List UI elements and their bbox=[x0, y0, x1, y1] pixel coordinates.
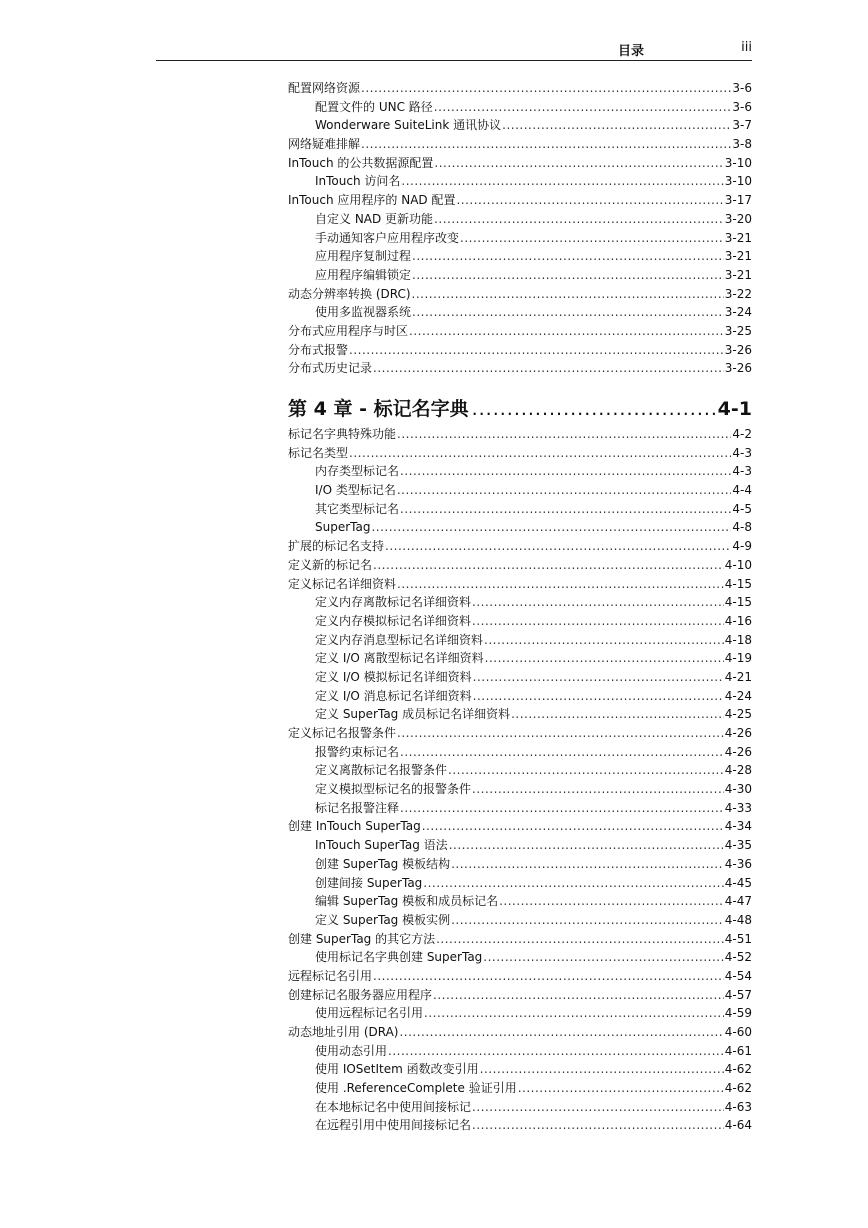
toc-entry-title: 使用远程标记名引用 bbox=[315, 1006, 424, 1021]
toc-group-chapter-4 bbox=[288, 425, 752, 1135]
toc-entry[interactable] bbox=[288, 556, 752, 575]
toc-entry-page-number: 4-21 bbox=[724, 669, 752, 684]
dot-leader bbox=[456, 191, 723, 210]
toc-entry-title: InTouch 的公共数据源配置 bbox=[288, 155, 434, 170]
dot-leader bbox=[472, 593, 724, 612]
toc-entry[interactable] bbox=[288, 687, 752, 706]
dot-leader bbox=[460, 229, 724, 248]
toc-entry-page-number: 4-8 bbox=[732, 520, 752, 535]
toc-entry-page-number: 4-62 bbox=[724, 1081, 752, 1096]
chapter-page-number: 4-1 bbox=[717, 398, 752, 420]
toc-entry-page-number: 4-15 bbox=[724, 576, 752, 591]
dot-leader bbox=[409, 322, 724, 341]
toc-entry-page-number: 3-7 bbox=[732, 118, 752, 133]
dot-leader bbox=[373, 967, 724, 986]
toc-entry-page-number: 3-24 bbox=[724, 305, 752, 320]
toc-entry-title: 定义内存离散标记名详细资料 bbox=[315, 595, 472, 610]
toc-entry-title: I/O 类型标记名 bbox=[315, 483, 396, 498]
toc-entry-page-number: 4-45 bbox=[724, 875, 752, 890]
toc-entry-page-number: 4-35 bbox=[724, 838, 752, 853]
dot-leader bbox=[385, 537, 731, 556]
toc-entry-page-number: 3-21 bbox=[724, 230, 752, 245]
toc-entry-title: 定义标记名详细资料 bbox=[288, 576, 397, 591]
toc-entry-title: 使用动态引用 bbox=[315, 1043, 388, 1058]
toc-entry[interactable] bbox=[288, 724, 752, 743]
toc-entry-page-number: 4-26 bbox=[724, 726, 752, 740]
toc-entry-page-number: 4-62 bbox=[724, 1062, 752, 1077]
toc-entry-page-number: 4-28 bbox=[724, 763, 752, 778]
toc-entry-page-number: 4-10 bbox=[724, 557, 752, 572]
header-section-title: 目录 bbox=[618, 44, 645, 59]
dot-leader bbox=[371, 518, 731, 537]
dot-leader bbox=[434, 98, 732, 117]
toc-entry-page-number: 3-26 bbox=[724, 342, 752, 357]
dot-leader bbox=[400, 799, 724, 818]
dot-leader bbox=[511, 705, 724, 724]
toc-entry-page-number: 4-25 bbox=[724, 707, 752, 722]
dot-leader bbox=[373, 359, 724, 378]
toc-entry-title: 定义 SuperTag 成员标记名详细资料 bbox=[315, 707, 511, 722]
toc-entry[interactable] bbox=[288, 518, 752, 537]
toc-entry-page-number: 3-17 bbox=[724, 193, 752, 208]
toc-entry[interactable] bbox=[288, 359, 752, 378]
toc-entry-title: 使用标记名字典创建 SuperTag bbox=[315, 950, 483, 965]
dot-leader bbox=[485, 649, 724, 668]
toc-entry[interactable] bbox=[288, 1098, 752, 1117]
toc-entry[interactable] bbox=[288, 116, 752, 135]
toc-entry-title: 动态分辨率转换 (DRC) bbox=[288, 286, 411, 301]
dot-leader bbox=[397, 481, 732, 500]
toc-entry-title: SuperTag bbox=[315, 520, 371, 535]
toc-entry-page-number: 3-21 bbox=[724, 249, 752, 264]
table-of-contents bbox=[288, 79, 752, 1135]
toc-entry[interactable] bbox=[288, 761, 752, 780]
toc-entry[interactable] bbox=[288, 575, 752, 594]
toc-entry-title: 创建标记名服务器应用程序 bbox=[288, 987, 433, 1002]
toc-entry[interactable] bbox=[288, 135, 752, 154]
toc-entry-title: 使用 IOSetItem 函数改变引用 bbox=[315, 1062, 479, 1077]
dot-leader bbox=[400, 743, 724, 762]
toc-entry[interactable] bbox=[288, 537, 752, 556]
dot-leader bbox=[397, 575, 724, 594]
toc-entry-title: 其它类型标记名 bbox=[315, 501, 400, 516]
dot-leader bbox=[422, 817, 724, 836]
toc-entry[interactable] bbox=[288, 1042, 752, 1061]
toc-entry-title: 定义内存消息型标记名详细资料 bbox=[315, 632, 484, 647]
toc-entry[interactable] bbox=[288, 930, 752, 949]
toc-entry-title: 配置文件的 UNC 路径 bbox=[315, 99, 433, 114]
dot-leader bbox=[473, 668, 724, 687]
dot-leader bbox=[451, 855, 724, 874]
toc-entry-title: 创建间接 SuperTag bbox=[315, 875, 423, 890]
toc-entry[interactable] bbox=[288, 874, 752, 893]
toc-entry-title: 分布式应用程序与时区 bbox=[288, 323, 409, 338]
toc-entry[interactable] bbox=[288, 743, 752, 762]
toc-entry[interactable] bbox=[288, 481, 752, 500]
dot-leader bbox=[451, 911, 724, 930]
dot-leader bbox=[373, 556, 724, 575]
toc-entry[interactable] bbox=[288, 631, 752, 650]
toc-entry-title: 远程标记名引用 bbox=[288, 968, 373, 983]
toc-entry-title: 标记名字典特殊功能 bbox=[288, 427, 397, 441]
toc-entry-title: 定义标记名报警条件 bbox=[288, 726, 397, 740]
dot-leader bbox=[412, 247, 724, 266]
dot-leader bbox=[472, 780, 724, 799]
toc-entry-title: 分布式报警 bbox=[288, 342, 349, 357]
toc-entry-title: 定义模拟型标记名的报警条件 bbox=[315, 782, 472, 797]
toc-entry-title: 创建 InTouch SuperTag bbox=[288, 819, 421, 834]
toc-entry-title: 网络疑难排解 bbox=[288, 137, 361, 152]
dot-leader bbox=[423, 874, 723, 893]
toc-entry-title: 标记名报警注释 bbox=[315, 800, 400, 815]
toc-entry[interactable] bbox=[288, 855, 752, 874]
toc-entry-page-number: 4-47 bbox=[724, 894, 752, 909]
toc-entry[interactable] bbox=[288, 780, 752, 799]
toc-entry-title: 应用程序复制过程 bbox=[315, 249, 412, 264]
toc-entry-page-number: 3-6 bbox=[732, 99, 752, 114]
toc-entry[interactable] bbox=[288, 341, 752, 360]
toc-entry[interactable] bbox=[288, 210, 752, 229]
dot-leader bbox=[472, 1116, 724, 1135]
toc-entry-title: 使用多监视器系统 bbox=[315, 305, 412, 320]
toc-entry[interactable] bbox=[288, 668, 752, 687]
toc-entry-page-number: 4-15 bbox=[724, 595, 752, 610]
toc-entry[interactable] bbox=[288, 79, 752, 98]
dot-leader bbox=[502, 116, 731, 135]
toc-entry-page-number: 4-57 bbox=[724, 987, 752, 1002]
toc-entry-page-number: 3-8 bbox=[732, 137, 752, 152]
dot-leader bbox=[401, 172, 723, 191]
toc-entry-page-number: 4-5 bbox=[732, 501, 752, 516]
toc-entry-page-number: 4-26 bbox=[724, 744, 752, 759]
dot-leader bbox=[473, 687, 724, 706]
toc-entry-page-number: 4-59 bbox=[724, 1006, 752, 1021]
toc-entry-title: 定义离散标记名报警条件 bbox=[315, 763, 448, 778]
toc-entry-page-number: 4-18 bbox=[724, 632, 752, 647]
toc-entry[interactable] bbox=[288, 266, 752, 285]
dot-leader bbox=[388, 1042, 724, 1061]
toc-entry-title: 在本地标记名中使用间接标记 bbox=[315, 1099, 472, 1114]
toc-entry[interactable] bbox=[288, 649, 752, 668]
header-page-number: iii bbox=[741, 40, 752, 55]
toc-entry-title: 扩展的标记名支持 bbox=[288, 539, 385, 554]
toc-entry-page-number: 3-6 bbox=[732, 81, 752, 95]
toc-entry[interactable] bbox=[288, 892, 752, 911]
toc-entry-page-number: 4-9 bbox=[732, 539, 752, 554]
toc-entry[interactable] bbox=[288, 425, 752, 444]
toc-entry-title: 在远程引用中使用间接标记名 bbox=[315, 1118, 472, 1133]
toc-entry[interactable] bbox=[288, 285, 752, 304]
toc-entry[interactable] bbox=[288, 98, 752, 117]
toc-entry-title: 手动通知客户应用程序改变 bbox=[315, 230, 460, 245]
toc-entry-title: Wonderware SuiteLink 通讯协议 bbox=[315, 118, 502, 133]
toc-entry[interactable] bbox=[288, 593, 752, 612]
toc-entry-page-number: 3-10 bbox=[724, 174, 752, 189]
toc-entry[interactable] bbox=[288, 444, 752, 463]
dot-leader bbox=[472, 612, 724, 631]
toc-entry-page-number: 4-30 bbox=[724, 782, 752, 797]
toc-entry[interactable] bbox=[288, 462, 752, 481]
toc-entry-page-number: 4-61 bbox=[724, 1043, 752, 1058]
dot-leader bbox=[433, 986, 724, 1005]
toc-group-chapter-3 bbox=[288, 79, 752, 378]
toc-entry-title: 内存类型标记名 bbox=[315, 464, 400, 479]
toc-entry-page-number: 3-25 bbox=[724, 323, 752, 338]
toc-entry[interactable] bbox=[288, 1060, 752, 1079]
dot-leader bbox=[480, 1060, 724, 1079]
toc-entry-page-number: 4-36 bbox=[724, 856, 752, 871]
toc-entry[interactable] bbox=[288, 1004, 752, 1023]
toc-entry-title: 分布式历史记录 bbox=[288, 361, 373, 376]
toc-entry-page-number: 4-3 bbox=[732, 445, 752, 460]
toc-entry-page-number: 4-52 bbox=[724, 950, 752, 965]
dot-leader bbox=[412, 266, 724, 285]
toc-entry-page-number: 3-10 bbox=[724, 155, 752, 170]
toc-entry-page-number: 4-33 bbox=[724, 800, 752, 815]
toc-entry[interactable] bbox=[288, 1023, 752, 1042]
toc-entry[interactable] bbox=[288, 948, 752, 967]
toc-entry-title: 自定义 NAD 更新功能 bbox=[315, 211, 434, 226]
dot-leader bbox=[349, 444, 731, 463]
dot-leader bbox=[449, 836, 724, 855]
dot-leader bbox=[424, 1004, 724, 1023]
toc-entry-page-number: 4-60 bbox=[724, 1025, 752, 1039]
dot-leader bbox=[400, 462, 731, 481]
toc-entry[interactable] bbox=[288, 817, 752, 836]
toc-entry-title: 配置网络资源 bbox=[288, 81, 361, 95]
toc-entry-title: 创建 SuperTag 的其它方法 bbox=[288, 931, 436, 946]
dot-leader bbox=[434, 210, 724, 229]
dot-leader bbox=[397, 425, 731, 444]
toc-entry[interactable] bbox=[288, 303, 752, 322]
dot-leader bbox=[518, 1079, 724, 1098]
toc-entry-page-number: 4-24 bbox=[724, 688, 752, 703]
toc-entry-title: 应用程序编辑锁定 bbox=[315, 267, 412, 282]
toc-entry-title: 动态地址引用 (DRA) bbox=[288, 1025, 399, 1039]
toc-entry-page-number: 4-54 bbox=[724, 968, 752, 983]
toc-entry-title: InTouch 应用程序的 NAD 配置 bbox=[288, 193, 456, 208]
toc-entry-page-number: 4-34 bbox=[724, 819, 752, 834]
toc-entry-page-number: 4-3 bbox=[732, 464, 752, 479]
dot-leader bbox=[436, 930, 724, 949]
toc-entry[interactable] bbox=[288, 799, 752, 818]
dot-leader bbox=[361, 79, 731, 98]
dot-leader bbox=[361, 135, 731, 154]
toc-entry[interactable] bbox=[288, 322, 752, 341]
toc-entry[interactable] bbox=[288, 1079, 752, 1098]
toc-entry-page-number: 4-64 bbox=[724, 1118, 752, 1133]
toc-entry-title: 编辑 SuperTag 模板和成员标记名 bbox=[315, 894, 499, 909]
dot-leader bbox=[400, 500, 731, 519]
toc-entry-title: 定义 I/O 模拟标记名详细资料 bbox=[315, 669, 472, 684]
dot-leader bbox=[484, 631, 724, 650]
toc-entry-title: InTouch SuperTag 语法 bbox=[315, 838, 448, 853]
toc-entry[interactable] bbox=[288, 967, 752, 986]
dot-leader bbox=[399, 1023, 723, 1042]
toc-entry-page-number: 4-2 bbox=[732, 427, 752, 441]
dot-leader bbox=[412, 285, 724, 304]
dot-leader bbox=[499, 892, 724, 911]
toc-entry[interactable] bbox=[288, 986, 752, 1005]
toc-entry-page-number: 3-26 bbox=[724, 361, 752, 376]
toc-entry-page-number: 3-20 bbox=[724, 211, 752, 226]
toc-entry[interactable] bbox=[288, 247, 752, 266]
toc-entry[interactable] bbox=[288, 154, 752, 173]
dot-leader bbox=[483, 948, 723, 967]
dot-leader bbox=[434, 154, 723, 173]
toc-entry[interactable] bbox=[288, 911, 752, 930]
toc-entry-page-number: 4-16 bbox=[724, 613, 752, 628]
toc-entry-page-number: 4-48 bbox=[724, 912, 752, 927]
toc-entry-title: 报警约束标记名 bbox=[315, 744, 400, 759]
toc-entry-title: 创建 SuperTag 模板结构 bbox=[315, 856, 451, 871]
toc-entry-title: 定义 I/O 消息标记名详细资料 bbox=[315, 688, 472, 703]
toc-entry-page-number: 4-63 bbox=[724, 1099, 752, 1114]
chapter-heading[interactable] bbox=[288, 393, 752, 425]
toc-entry-title: 标记名类型 bbox=[288, 445, 349, 460]
toc-entry[interactable] bbox=[288, 612, 752, 631]
toc-entry-title: 定义新的标记名 bbox=[288, 557, 373, 572]
toc-entry[interactable] bbox=[288, 191, 752, 210]
toc-entry-title: InTouch 访问名 bbox=[315, 174, 401, 189]
dot-leader bbox=[472, 393, 715, 425]
toc-entry-page-number: 4-51 bbox=[724, 931, 752, 946]
toc-entry[interactable] bbox=[288, 500, 752, 519]
toc-entry-title: 定义内存模拟标记名详细资料 bbox=[315, 613, 472, 628]
dot-leader bbox=[472, 1098, 724, 1117]
toc-entry-page-number: 4-4 bbox=[732, 483, 752, 498]
dot-leader bbox=[349, 341, 724, 360]
toc-entry[interactable] bbox=[288, 172, 752, 191]
toc-entry-page-number: 3-21 bbox=[724, 267, 752, 282]
toc-entry[interactable] bbox=[288, 836, 752, 855]
page-header bbox=[156, 36, 752, 61]
toc-entry-title: 定义 SuperTag 模板实例 bbox=[315, 912, 451, 927]
toc-entry[interactable] bbox=[288, 1116, 752, 1135]
dot-leader bbox=[397, 724, 724, 743]
toc-entry-title: 定义 I/O 离散型标记名详细资料 bbox=[315, 651, 484, 666]
chapter-title: 第 4 章 - 标记名字典 bbox=[288, 398, 469, 420]
toc-entry-page-number: 3-22 bbox=[724, 286, 752, 301]
toc-entry-title: 使用 .ReferenceComplete 验证引用 bbox=[315, 1081, 517, 1096]
dot-leader bbox=[448, 761, 724, 780]
toc-entry[interactable] bbox=[288, 229, 752, 248]
toc-entry-page-number: 4-19 bbox=[724, 651, 752, 666]
toc-entry[interactable] bbox=[288, 705, 752, 724]
dot-leader bbox=[412, 303, 724, 322]
